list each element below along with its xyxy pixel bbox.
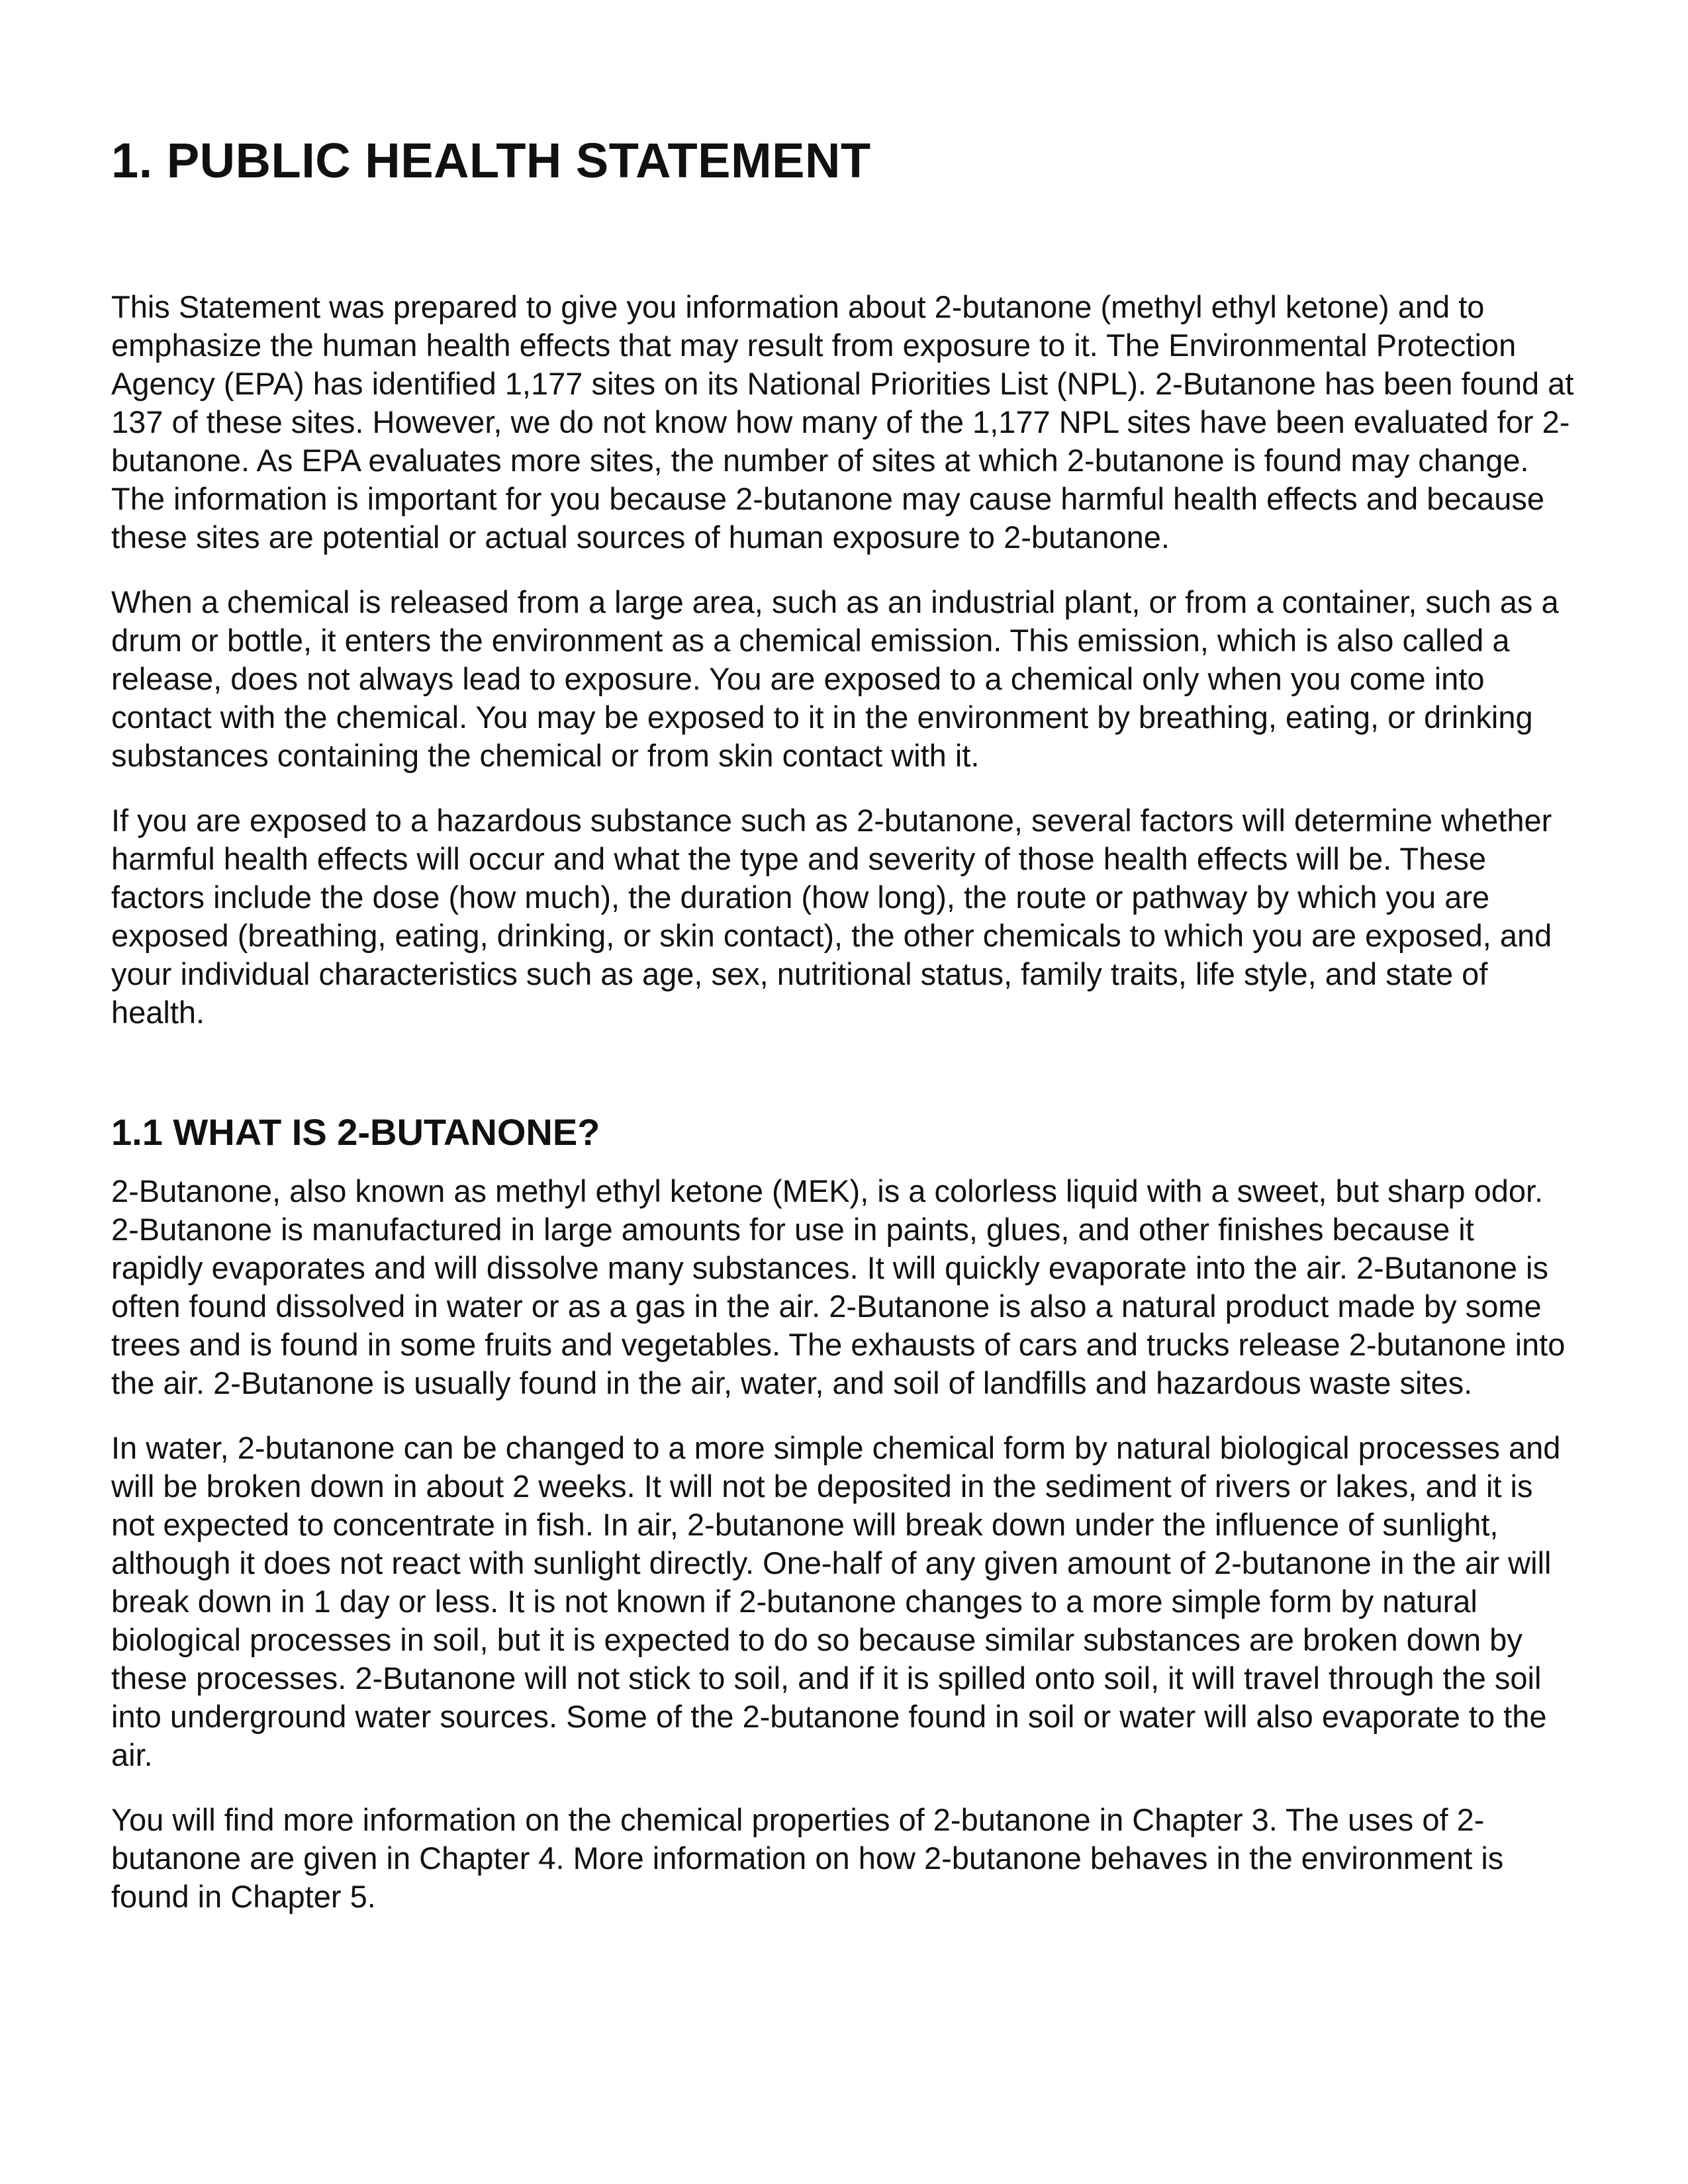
intro-paragraph-1: This Statement was prepared to give you information about 2-butanone (methyl ethyl ketone) and to emphasize the human health effects that may result from exposure to it. The Environmental Protection Agency (EPA) has identified 1,177 sites on its National Priorities List (NPL). 2-Butanone has been found at 137 of these sites. However, we do not know how many of the 1,177 NPL sites have been evaluated for 2-butanone. As EPA evaluates more sites, the number of sites at which 2-butanone is found may change. The information is important for you because 2-butanone may cause harmful health effects and because these sites are potential or actual sources of human exposure to 2-butanone. [111,289,1574,555]
section-paragraph-3: You will find more information on the chemical properties of 2-butanone in Chapter 3. The uses of 2-butanone are given in Chapter 4. More information on how 2-butanone behaves in the environment is found in Chapter 5. [111,1802,1504,1915]
section-heading-what-is-2-butanone: 1.1 WHAT IS 2-BUTANONE? [111,1111,600,1154]
page-title: 1. PUBLIC HEALTH STATEMENT [111,133,871,188]
document-page [111,132,1574,1916]
section-paragraph-2: In water, 2-butanone can be changed to a more simple chemical form by natural biological processes and will be broken down in about 2 weeks. It will not be deposited in the sediment of rivers or lakes, and it is not expected to concentrate in fish. In air, 2-butanone will break down under the influence of sunlight, although it does not react with sunlight directly. One-half of any given amount of 2-butanone in the air will break down in 1 day or less. It is not known if 2-butanone changes to a more simple form by natural biological processes in soil, but it is expected to do so because similar substances are broken down by these processes. 2-Butanone will not stick to soil, and if it is spilled onto soil, it will travel through the soil into underground water sources. Some of the 2-butanone found in soil or water will also evaporate to the air. [111,1430,1561,1773]
intro-paragraph-3: If you are exposed to a hazardous substance such as 2-butanone, several factors will determine whether harmful health effects will occur and what the type and severity of those health effects will be. These factors include the dose (how much), the duration (how long), the route or pathway by which you are exposed (breathing, eating, drinking, or skin contact), the other chemicals to which you are exposed, and your individual characteristics such as age, sex, nutritional status, family traits, life style, and state of health. [111,803,1552,1030]
section-paragraph-1: 2-Butanone, also known as methyl ethyl ketone (MEK), is a colorless liquid with a sweet, but sharp odor. 2-Butanone is manufactured in large amounts for use in paints, glues, and other finishes because it rapidly evaporates and will dissolve many substances. It will quickly evaporate into the air. 2-Butanone is often found dissolved in water or as a gas in the air. 2-Butanone is also a natural product made by some trees and is found in some fruits and vegetables. The exhausts of cars and trucks release 2-butanone into the air. 2-Butanone is usually found in the air, water, and soil of landfills and hazardous waste sites. [111,1173,1566,1401]
intro-paragraph-2: When a chemical is released from a large area, such as an industrial plant, or from a container, such as a drum or bottle, it enters the environment as a chemical emission. This emission, which is also called a release, does not always lead to exposure. You are exposed to a chemical only when you come into contact with the chemical. You may be exposed to it in the environment by breathing, eating, or drinking substances containing the chemical or from skin contact with it. [111,584,1559,774]
